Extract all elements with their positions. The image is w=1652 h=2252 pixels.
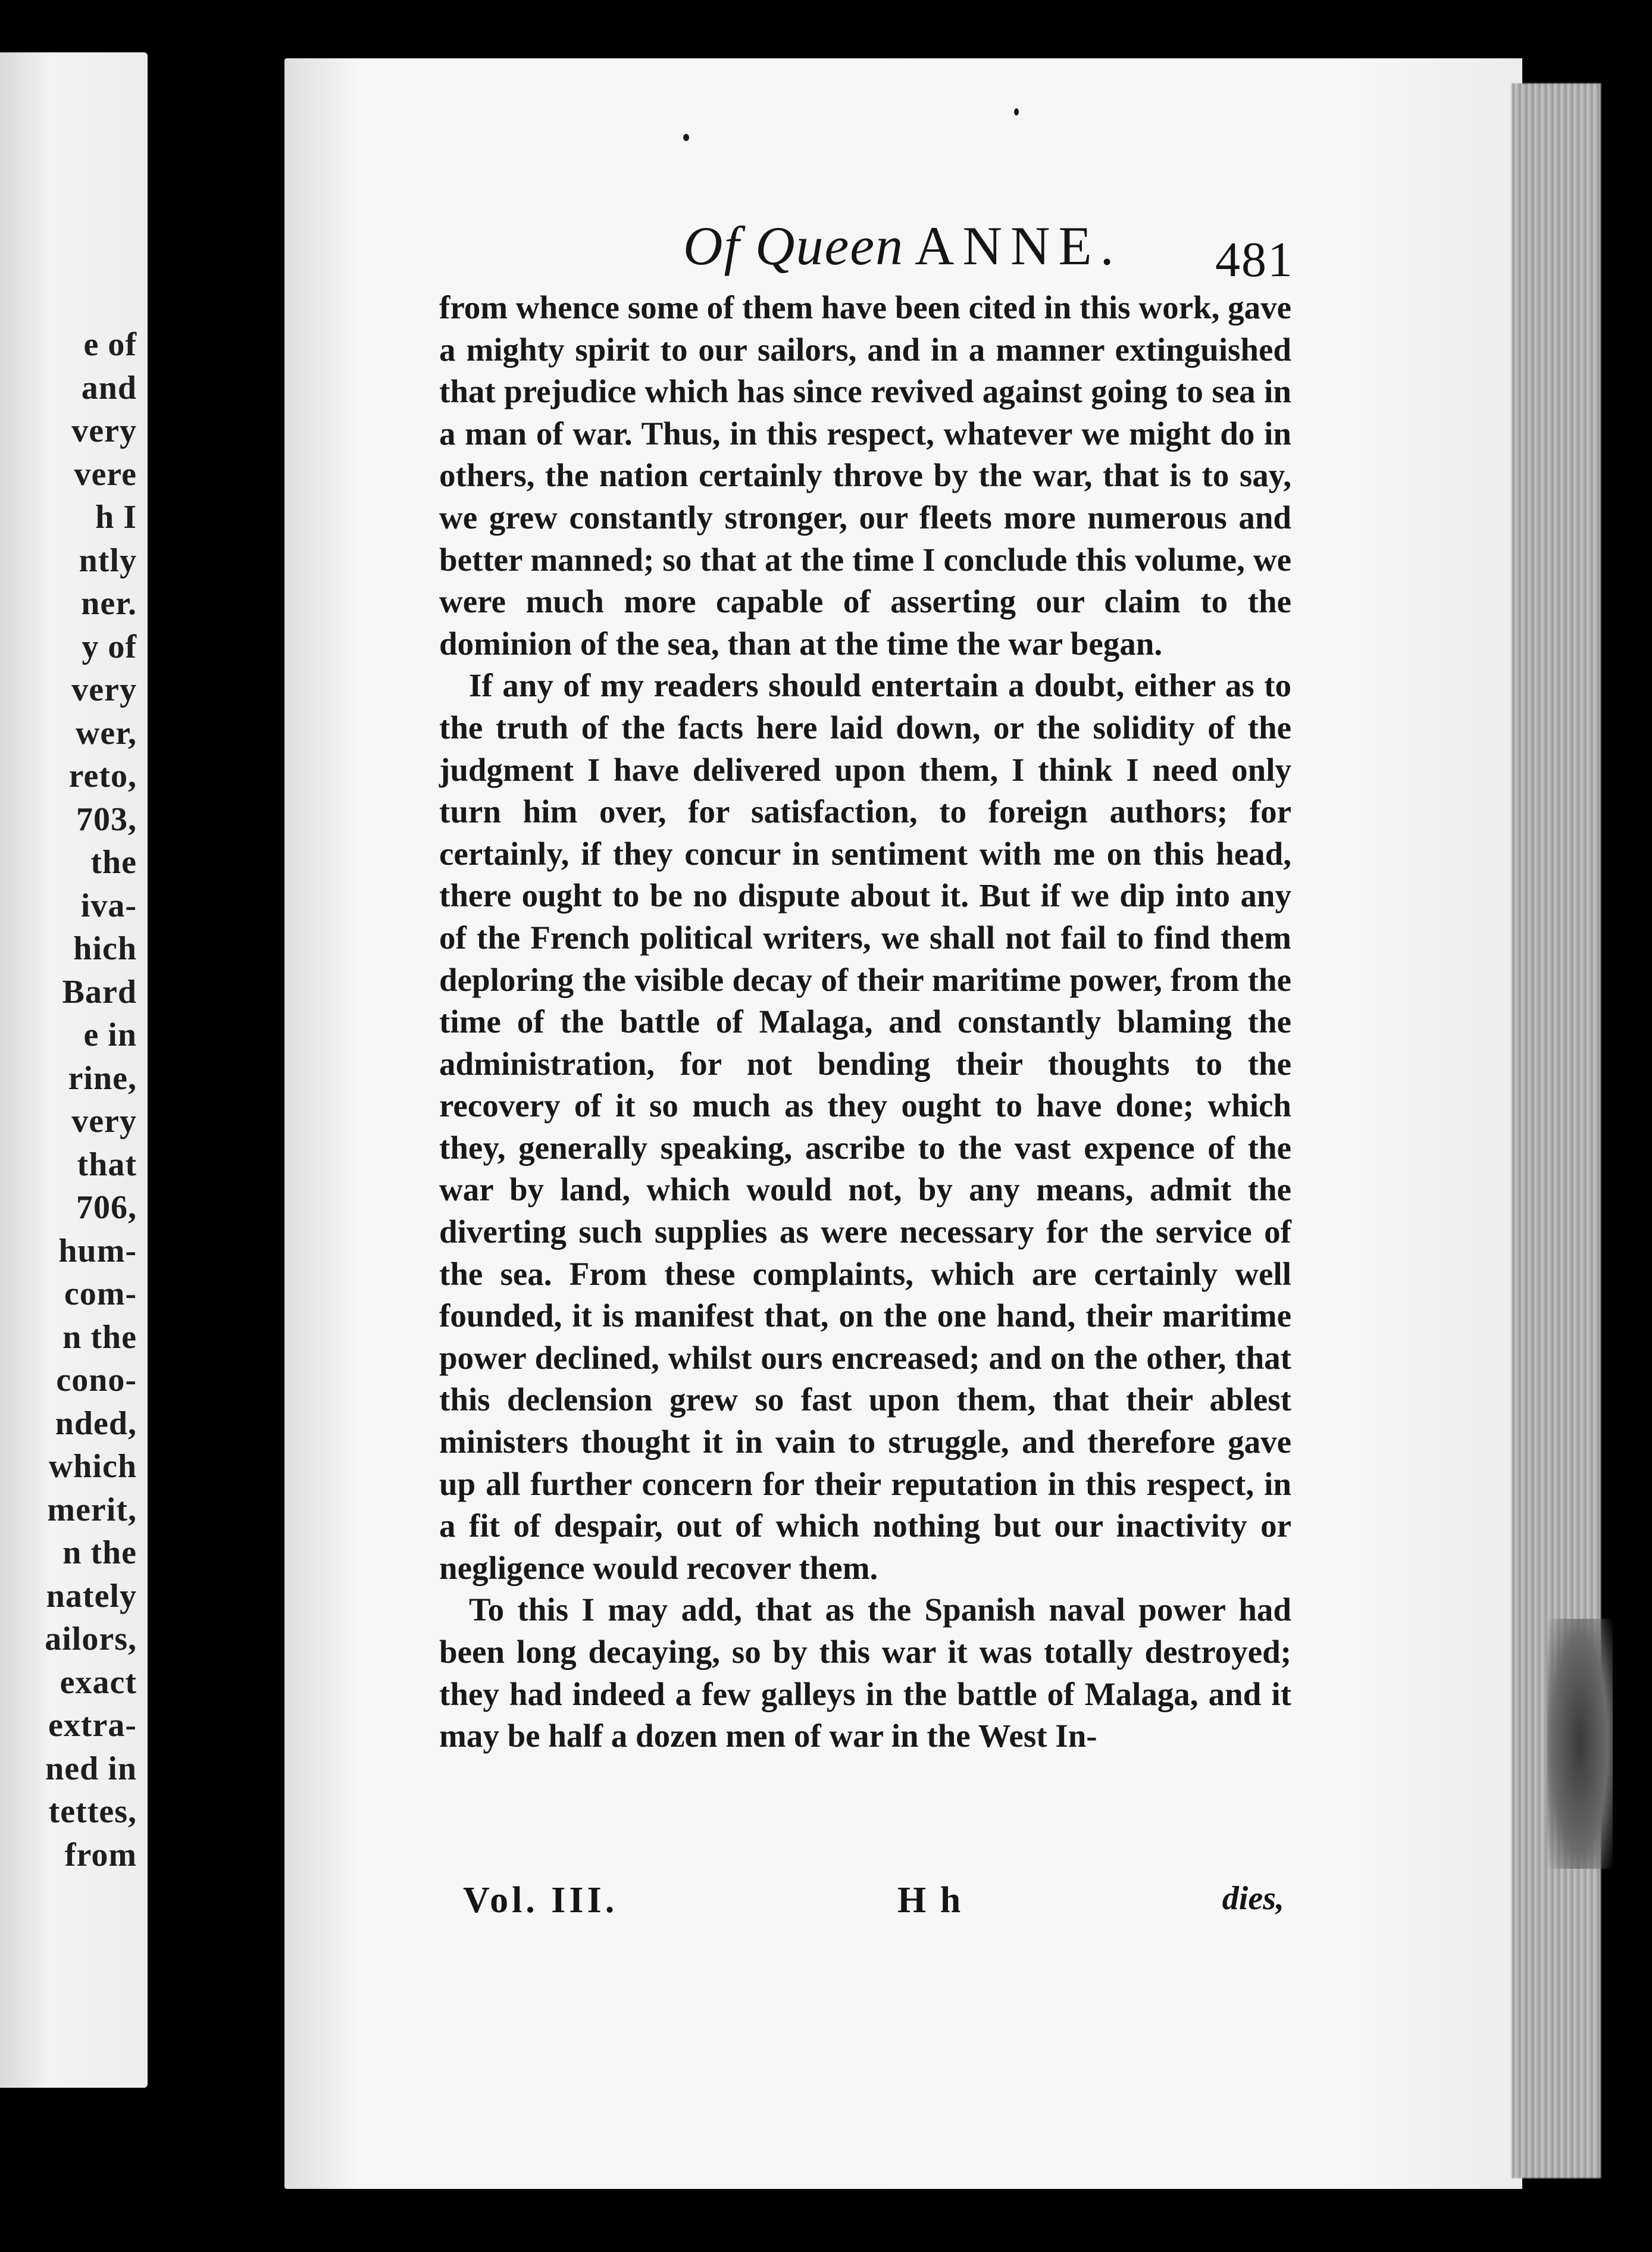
body-text [439, 287, 1291, 1757]
left-page-line: reto, [68, 758, 137, 795]
left-page-line: vere [74, 455, 137, 493]
left-page-line: h I [95, 499, 137, 536]
running-head-title [683, 214, 1122, 277]
left-page-line: y of [82, 628, 137, 665]
left-page-line: which [48, 1448, 137, 1485]
left-page-line: extra- [48, 1707, 137, 1744]
left-page-line: iva- [80, 887, 137, 924]
left-page-line: merit, [47, 1491, 137, 1528]
left-page-line: com- [64, 1275, 137, 1312]
left-page-line: rine, [68, 1059, 137, 1097]
running-head-anne: ANNE. [915, 215, 1122, 276]
left-page-line: 706, [76, 1189, 137, 1226]
left-page-line: very [71, 412, 137, 449]
ink-speck [683, 134, 689, 141]
catchword: dies, [1222, 1880, 1284, 1917]
left-page-line: tettes, [48, 1793, 137, 1830]
left-page-line: exact [60, 1663, 137, 1701]
left-page-line: e in [83, 1016, 137, 1053]
paragraph-1: from whence some of them have been cited in this work, gave a mighty spirit to our sailors, and in a manner extinguished that prejudice which has since revived against going to sea in a man of war. Thus, in this respect, whatever we might do in others, the nation certainly throve by the war, that is to say, we grew constantly stronger, our fleets more numerous and better manned; so that at the time I conclude this volume, we were much more capable of asserting our claim to the dominion of the sea, than at the time the war began. [439, 289, 1291, 662]
left-page-line: that [77, 1146, 137, 1183]
left-page-line: the [90, 844, 137, 881]
left-page-text [0, 323, 137, 1876]
paragraph-3: To this I may add, that as the Spanish naval power had been long decaying, so by this war it was totally destroyed; they had indeed a few galleys in the battle of Malaga, and it may be half a dozen men of war in the West In- [439, 1591, 1291, 1754]
left-page-line: 703, [76, 800, 137, 838]
left-page-line: ner. [81, 585, 137, 622]
book-gutter [148, 0, 284, 2252]
left-page-line: from [64, 1836, 137, 1873]
volume-label: Vol. III. [463, 1880, 618, 1921]
page-number: 481 [1215, 232, 1294, 287]
running-head-of-queen: Of Queen [683, 215, 905, 276]
left-page-line: ailors, [45, 1621, 137, 1657]
left-page-line: nately [46, 1577, 137, 1615]
ink-speck [1014, 108, 1019, 115]
left-page-line: Bard [62, 973, 137, 1011]
left-page-line: nded, [55, 1405, 137, 1442]
left-page-line: very [71, 1103, 137, 1140]
left-page-line: ntly [79, 542, 137, 579]
left-page-line: ned in [45, 1750, 137, 1787]
left-page-line: n the [62, 1318, 137, 1356]
running-header [683, 214, 1308, 280]
left-page-line: hich [73, 930, 137, 967]
signature-mark: H h [897, 1880, 963, 1921]
left-facing-page [0, 52, 148, 2088]
page-edge-stain [1547, 1619, 1613, 1869]
left-page-line: wer, [75, 714, 137, 752]
left-page-line: e of [83, 326, 137, 363]
left-page-line: cono- [56, 1362, 137, 1399]
page-footer [463, 1879, 1284, 1927]
left-page-line: n the [62, 1534, 137, 1571]
left-page-line: hum- [58, 1232, 137, 1269]
left-page-line: very [71, 671, 137, 708]
paragraph-2: If any of my readers should entertain a doubt, either as to the truth of the facts here laid down, or the solidity of the judgment I have delivered upon them, I think I need only turn him over, for satisfaction, to foreign authors; for certainly, if they concur in sentiment with me on this head, there ought to be no dispute about it. But if we dip into any of the French political writers, we shall not fail to find them deploring the visible decay of their maritime power, from the time of the battle of Malaga, and constantly blaming the administration, for not bending their thoughts to the recovery of it so much as they ought to have done; which they, generally speaking, ascribe to the vast expence of the war by land, which would not, by any means, admit the diverting such supplies as were necessary for the service of the sea. From these complaints, which are certainly well founded, it is manifest that, on the one hand, their maritime power declined, whilst ours encreased; and on the other, that this declension grew so fast upon them, that their ablest ministers thought it in vain to struggle, and therefore gave up all further concern for their reputation in this respect, in a fit of despair, out of which nothing but our inactivity or negligence would recover them. [439, 667, 1291, 1586]
left-page-line: and [81, 369, 137, 406]
